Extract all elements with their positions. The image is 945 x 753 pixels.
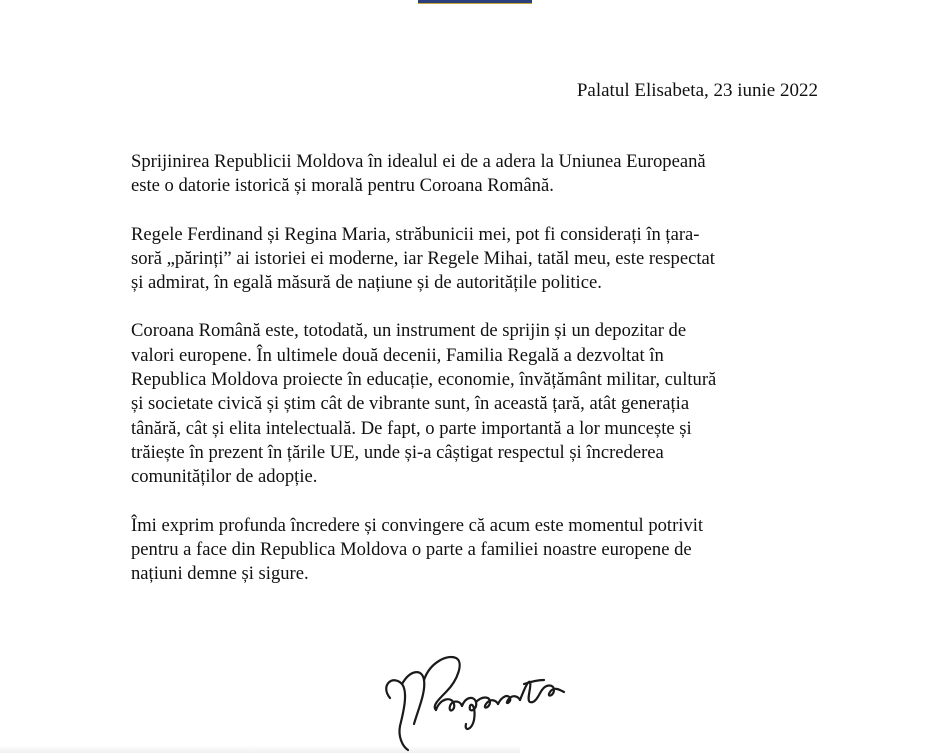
paragraph-2 xyxy=(131,223,831,296)
paragraph-line: și admirat, în egală măsură de națiune și de autoritățile politice. xyxy=(131,272,602,294)
paragraph-line: Republica Moldova proiecte în educație, economie, învățământ militar, cultură xyxy=(131,369,717,391)
paragraph-line: Îmi exprim profunda încredere și convingere că acum este momentul potrivit xyxy=(131,514,704,536)
paragraph-1 xyxy=(131,150,831,199)
paragraph-line: Coroana Română este, totodată, un instrument de sprijin și un depozitar de xyxy=(131,320,687,342)
paragraph-line: națiuni demne și sigure. xyxy=(131,563,309,585)
paragraph-line: tânără, cât și elita intelectuală. De fapt, o parte importantă a lor muncește și xyxy=(131,417,692,439)
paragraph-line: trăiește în prezent în țările UE, unde și-a câștigat respectul și încrederea xyxy=(131,441,664,463)
paragraph-line: Regele Ferdinand și Regina Maria, străbunicii mei, pot fi considerați în țara- xyxy=(131,223,700,245)
crest-edge xyxy=(418,0,532,4)
paragraph-line: soră „părinți” ai istoriei ei moderne, iar Regele Mihai, tatăl meu, este respectat xyxy=(131,247,715,269)
dateline: Palatul Elisabeta, 23 iunie 2022 xyxy=(576,80,818,101)
paragraph-line: comunităților de adopție. xyxy=(131,466,318,488)
paragraph-line: și societate civică și știm cât de vibrante sunt, în această țară, atât generația xyxy=(131,393,690,415)
paragraph-line: valori europene. În ultimele două decenii, Familia Regală a dezvoltat în xyxy=(131,344,664,366)
paragraph-3 xyxy=(131,319,831,489)
paragraph-line: este o datorie istorică și morală pentru Coroana Română. xyxy=(131,175,554,197)
paragraph-4 xyxy=(131,514,831,587)
paragraph-line: pentru a face din Republica Moldova o parte a familiei noastre europene de xyxy=(131,538,692,560)
letter-body xyxy=(131,150,831,610)
page-shadow xyxy=(0,745,520,753)
paragraph-line: Sprijinirea Republicii Moldova în idealul ei de a adera la Uniunea Europeană xyxy=(131,151,706,172)
signature xyxy=(378,640,578,753)
